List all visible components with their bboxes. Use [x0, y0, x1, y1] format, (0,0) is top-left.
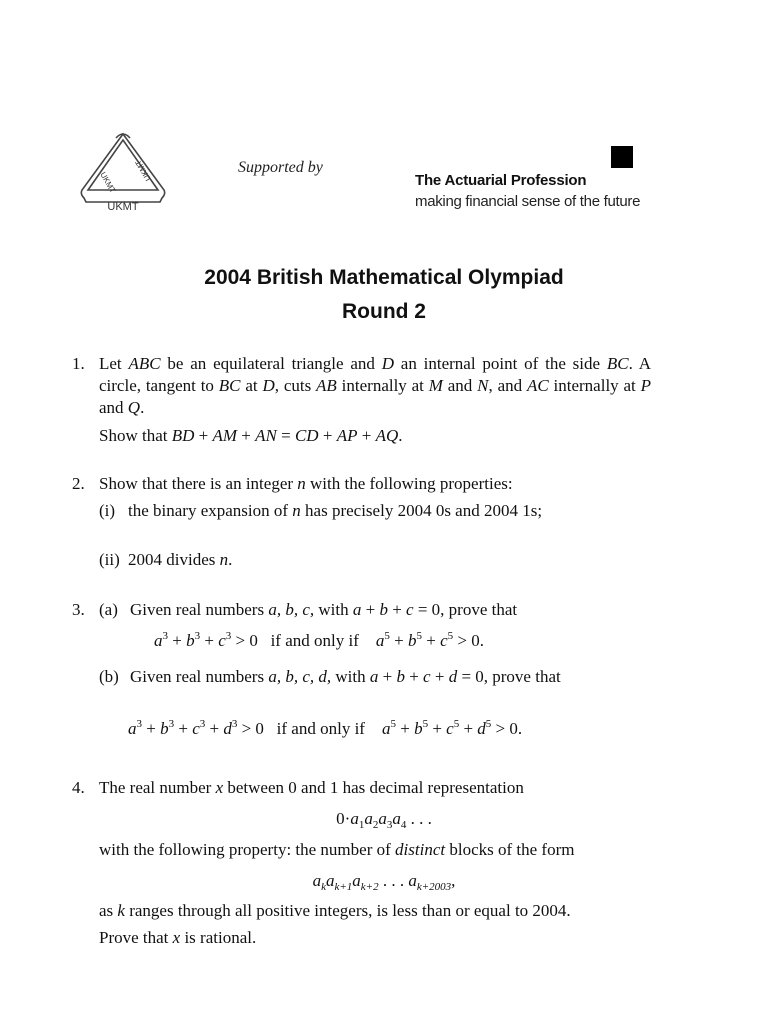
problem-4-distinct: distinct: [395, 840, 446, 859]
problem-1-number: 1.: [72, 354, 85, 373]
problem-3-part-b: Given real numbers a, b, c, d, with a + b + c + d = 0, prove that: [130, 667, 561, 686]
svg-text:UKMT: UKMT: [107, 201, 139, 212]
problem-1-text: Let ABC be an equilateral triangle and D an internal point of the side BC. A circle, tangent to BC at D, cuts AB internally at M and N, and AC internally at P and Q.: [99, 354, 652, 417]
problem-3-part-b-label: (b): [99, 667, 119, 686]
problem-2-item-i-label: (i): [99, 501, 116, 520]
problem-1-show: Show that BD + AM + AN = CD + AP + AQ.: [99, 426, 403, 445]
problem-2-item-ii-label: (ii): [99, 550, 120, 569]
problem-3b-iff: if and only if: [276, 719, 365, 738]
problem-4-conclusion: Prove that x is rational.: [99, 928, 257, 947]
sponsor-tagline: making financial sense of the future: [415, 193, 641, 210]
problem-4-block: $a_ka_{k+1}a_{k+2}$ . . . $a_{k+2003}$,: [312, 871, 456, 893]
problem-4-decimal: $0\cdot a_1a_2a_3a_4$ . . .: [336, 809, 432, 831]
problem-2-number: 2.: [72, 474, 85, 493]
problem-3-part-a-equation: $a^3 + b^3 + c^3 > 0$ if and only if $a^5 + b^5 + c^5 > 0$.: [154, 630, 484, 650]
problem-3-part-b-equation: $a^3 + b^3 + c^3 + d^3 > 0$ if and only if $a^5 + b^5 + c^5 + d^5 > 0$.: [128, 718, 523, 738]
svg-text:UKMT: UKMT: [133, 158, 153, 183]
problem-2-intro: Show that there is an integer n with the following properties:: [99, 474, 513, 493]
problem-1-show-label: Show that: [99, 426, 168, 445]
problem-4-intro: The real number x between 0 and 1 has decimal representation: [99, 778, 524, 797]
ukmt-logo: [78, 130, 168, 212]
ukmt-logo-graphic: [78, 130, 168, 212]
problem-3a-iff: if and only if: [270, 631, 359, 650]
page-title: 2004 British Mathematical Olympiad: [204, 266, 564, 289]
sponsor-name: The Actuarial Profession: [415, 172, 587, 189]
page-subtitle: Round 2: [342, 300, 426, 323]
problem-3-part-a: Given real numbers a, b, c, with a + b + c = 0, prove that: [130, 600, 518, 619]
supported-by-label: Supported by: [238, 159, 323, 176]
svg-text:UKMT: UKMT: [98, 170, 118, 195]
problem-4-property: with the following property: the number of distinct blocks of the form: [99, 840, 575, 859]
problem-4-range: as k ranges through all positive integers, is less than or equal to 2004.: [99, 901, 571, 920]
problem-3-part-a-label: (a): [99, 600, 118, 619]
sponsor-square-icon: [611, 146, 633, 168]
problem-4-number: 4.: [72, 778, 85, 797]
problem-2-item-ii: 2004 divides n.: [128, 550, 233, 569]
problem-2-item-i: the binary expansion of n has precisely 2004 0s and 2004 1s;: [128, 501, 543, 520]
problem-3-number: 3.: [72, 600, 85, 619]
